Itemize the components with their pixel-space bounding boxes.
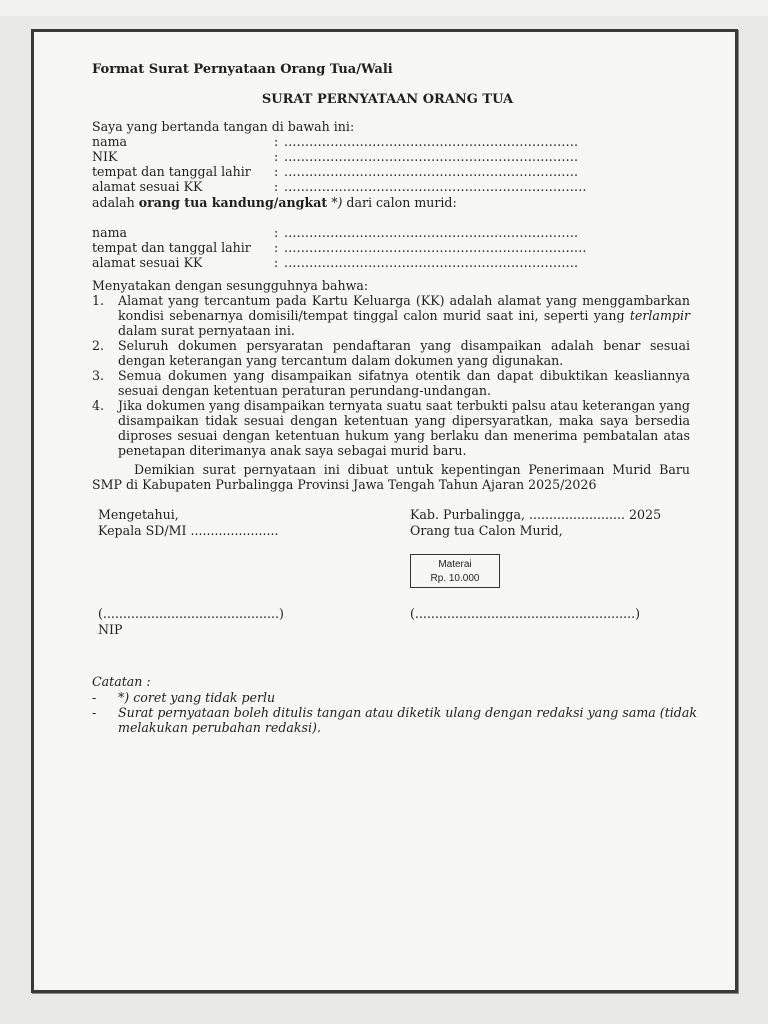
place-date-line: Kab. Purbalingga, ........................ 2025 (410, 507, 662, 522)
stamp-amount: Rp. 10.000 (430, 573, 480, 584)
note-text: *) coret yang tidak perlu (118, 690, 276, 705)
duty-stamp-box (410, 554, 500, 588)
field-label: nama (92, 225, 128, 240)
statement-item (92, 368, 690, 398)
statement-italic: terlampir (629, 308, 690, 323)
nip-label: NIP (98, 622, 123, 637)
statement-number: 4. (92, 398, 105, 413)
relationship-line (92, 195, 457, 210)
statement-list (92, 293, 690, 458)
relationship-prefix: adalah (92, 195, 139, 210)
note-text: Surat pernyataan boleh ditulis tangan atau diketik ulang dengan redaksi yang sama (tidak melakukan perubahan redaksi). (118, 705, 697, 735)
notes-title: Catatan : (92, 674, 151, 689)
parent-field-ttl (92, 164, 652, 180)
principal-label: Kepala SD/MI ...................... (98, 523, 279, 538)
field-label: alamat sesuai KK (92, 255, 203, 270)
statement-number: 3. (92, 368, 105, 383)
document-sheet (31, 29, 738, 993)
student-field-ttl (92, 240, 652, 256)
document-title: SURAT PERNYATAAN ORANG TUA (261, 92, 514, 107)
format-header-label: Format Surat Pernyataan Orang Tua/Wali (92, 62, 393, 77)
closing-paragraph: Demikian surat pernyataan ini dibuat untuk kepentingan Penerimaan Murid Baru SMP di Kabupaten Purbalingga Provinsi Jawa Tengah Tahun Ajaran 2025/2026 (92, 462, 690, 492)
principal-name-line: (............................................) (98, 606, 284, 621)
document-content (34, 32, 741, 996)
field-colon: : (274, 225, 279, 240)
parent-label: Orang tua Calon Murid, (410, 523, 563, 538)
field-fill-line: ...................................................................... (284, 225, 579, 240)
field-fill-line: ...................................................................... (284, 149, 579, 164)
note-dash: - (92, 705, 97, 720)
statement-text-end: dalam surat pernyataan ini. (118, 323, 295, 338)
relationship-footnote-mark: *) (327, 195, 343, 210)
field-fill-line: ........................................................................ (284, 240, 587, 255)
scan-edge (0, 0, 768, 16)
statement-text: Semua dokumen yang disampaikan sifatnya otentik dan dapat dibuktikan keasliannya sesuai dengan ketentuan peraturan perundang-undangan. (118, 368, 690, 398)
statement-number: 1. (92, 293, 105, 308)
statement-item (92, 293, 690, 338)
stamp-label: Materai (438, 559, 472, 570)
field-fill-line: ...................................................................... (284, 255, 579, 270)
statement-text: Jika dokumen yang disampaikan ternyata suatu saat terbukti palsu atau keterangan yang disampaikan tidak sesuai dengan ketentuan yang dipersyaratkan, maka saya bersedia diproses sesuai dengan ketentuan hukum yang berlaku dan menerima pembatalan atas penetapan diterimanya anak saya sebagai murid baru. (118, 398, 690, 458)
field-label: tempat dan tanggal lahir (92, 164, 251, 179)
principal-signature-block (98, 507, 279, 539)
field-colon: : (274, 179, 279, 194)
statement-item (92, 398, 690, 458)
parent-field-nama (92, 134, 652, 150)
intro-text: Saya yang bertanda tangan di bawah ini: (92, 119, 355, 134)
statement-text: Seluruh dokumen persyaratan pendaftaran yang disampaikan adalah benar sesuai dengan keterangan yang tercantum dalam dokumen yang digunakan. (118, 338, 690, 368)
parent-field-nik (92, 149, 652, 165)
note-dash: - (92, 690, 97, 705)
field-colon: : (274, 149, 279, 164)
relationship-suffix: dari calon murid: (342, 195, 457, 210)
notes-list (92, 690, 702, 735)
relationship-type: orang tua kandung/angkat (138, 195, 328, 210)
statement-number: 2. (92, 338, 105, 353)
note-item (92, 690, 702, 705)
student-field-alamat (92, 255, 652, 271)
parent-field-alamat (92, 179, 652, 195)
field-label: nama (92, 134, 128, 149)
parent-signature-block (410, 507, 661, 539)
field-colon: : (274, 255, 279, 270)
field-fill-line: ...................................................................... (284, 134, 579, 149)
field-colon: : (274, 240, 279, 255)
statement-text: Alamat yang tercantum pada Kartu Keluarga (KK) adalah alamat yang menggambarkan kondisi sebenarnya domisili/tempat tinggal calon murid saat ini, seperti yang (118, 293, 690, 323)
statement-intro: Menyatakan dengan sesungguhnya bahwa: (92, 278, 369, 293)
statement-item (92, 338, 690, 368)
field-colon: : (274, 134, 279, 149)
student-field-nama (92, 225, 652, 241)
field-label: alamat sesuai KK (92, 179, 203, 194)
field-colon: : (274, 164, 279, 179)
field-label: NIK (92, 149, 118, 164)
acknowledged-label: Mengetahui, (98, 507, 179, 522)
note-item (92, 705, 702, 735)
field-fill-line: ........................................................................ (284, 179, 587, 194)
parent-name-line: (.......................................................) (410, 606, 641, 621)
field-fill-line: ...................................................................... (284, 164, 579, 179)
field-label: tempat dan tanggal lahir (92, 240, 251, 255)
